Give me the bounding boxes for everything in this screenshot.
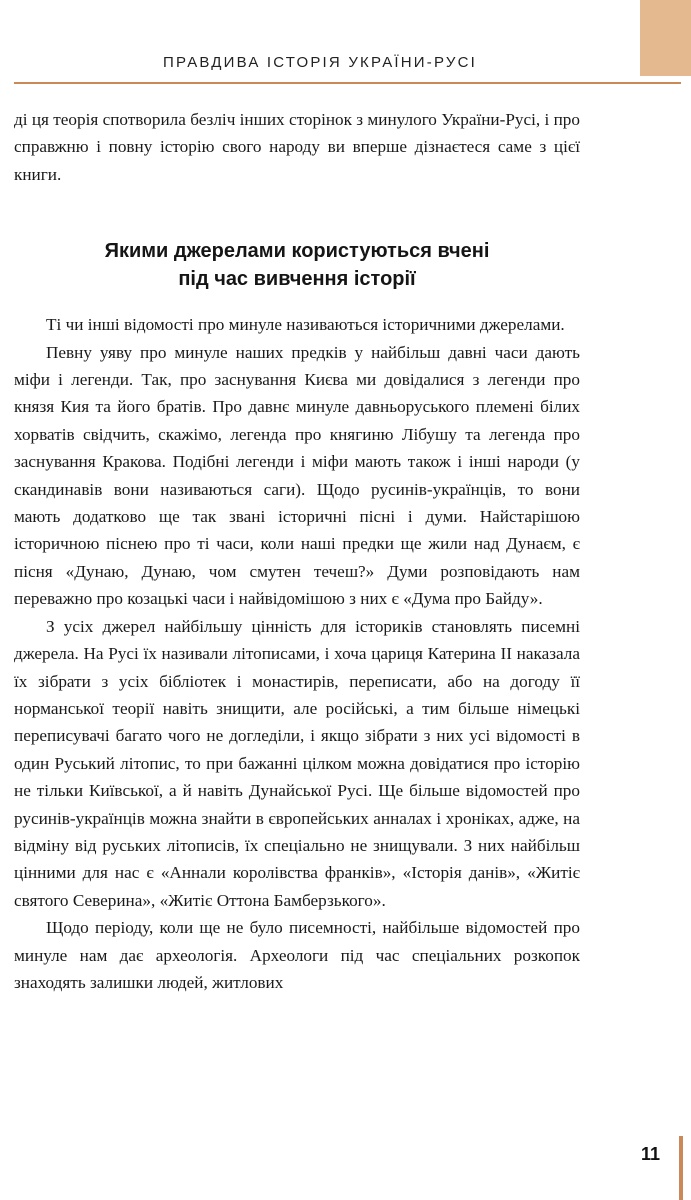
header-divider xyxy=(14,82,681,84)
page-number: 11 xyxy=(640,1144,660,1164)
section-heading-line-1: Якими джерелами користуються вчені xyxy=(104,240,490,263)
section-heading xyxy=(14,237,580,293)
body-paragraph: З усіх джерел найбільшу цінність для істориків становлять писемні джерела. На Русі їх називали літописами, і хоча цариця Катерина ІІ наказала їх зібрати з усіх бібліотек і монастирів, переписати, або на догоду її норманської теорії навіть знищити, але російські, а тим більше німецькі переписувачі багато чого не догледіли, і якщо зібрати з них усі відомості в один Руський літопис, то при бажанні цілком можна довідатися про історію не тільки Київської, а й навіть Дунайської Русі. Ще більше відомостей про русинів-українців можна знайти в європейських анналах і хроніках, адже, на відміну від руських літописів, їх спеціально не знищували. З них найбільш цінними для нас є «Аннали королівства франків», «Історія данів», «Житіє святого Северина», «Житіє Оттона Бамберзького». xyxy=(14,616,580,910)
intro-paragraph: ді ця теорія спотворила безліч інших сторінок з минулого України-Русі, і про справжню і повну історію свого народу ви вперше дізнаєтеся саме з цієї книги. xyxy=(14,110,580,184)
section-heading-line-2: під час вивчення історії xyxy=(178,268,416,291)
body-paragraph: Щодо періоду, коли ще не було писемності, найбільше відомостей про минуле нам дає археологія. Археологи під час спеціальних розкопок знаходять залишки людей, житлових xyxy=(14,918,580,992)
corner-color-tab xyxy=(640,0,691,76)
body-paragraph: Ті чи інші відомості про минуле називаються історичними джерелами. xyxy=(46,315,565,335)
running-header: ПРАВДИВА ІСТОРІЯ УКРАЇНИ-РУСІ xyxy=(163,54,477,71)
page-body xyxy=(14,106,580,996)
footer-accent-bar xyxy=(679,1136,683,1200)
body-paragraph: Певну уяву про минуле наших предків у найбільш давні часи дають міфи і легенди. Так, про заснування Києва ми довідалися з легенди про князя Кия та його братів. Про давнє минуле давньоруського племені білих хорватів свідчить, скажімо, легенда про княгиню Лібушу та легенда про заснування Кракова. Подібні легенди і міфи мають також і інші народи (у скандинавів вони називаються саги). Щодо русинів-українців, то вони мають додатково ще так звані історичні пісні і думи. Найстарішою історичною піснею про ті часи, коли наші предки ще жили над Дунаєм, є пісня «Дунаю, Дунаю, чом смутен течеш?» Думи розповідають нам переважно про козацькі часи і найвідомішою з них є «Дума про Байду». xyxy=(14,342,580,609)
